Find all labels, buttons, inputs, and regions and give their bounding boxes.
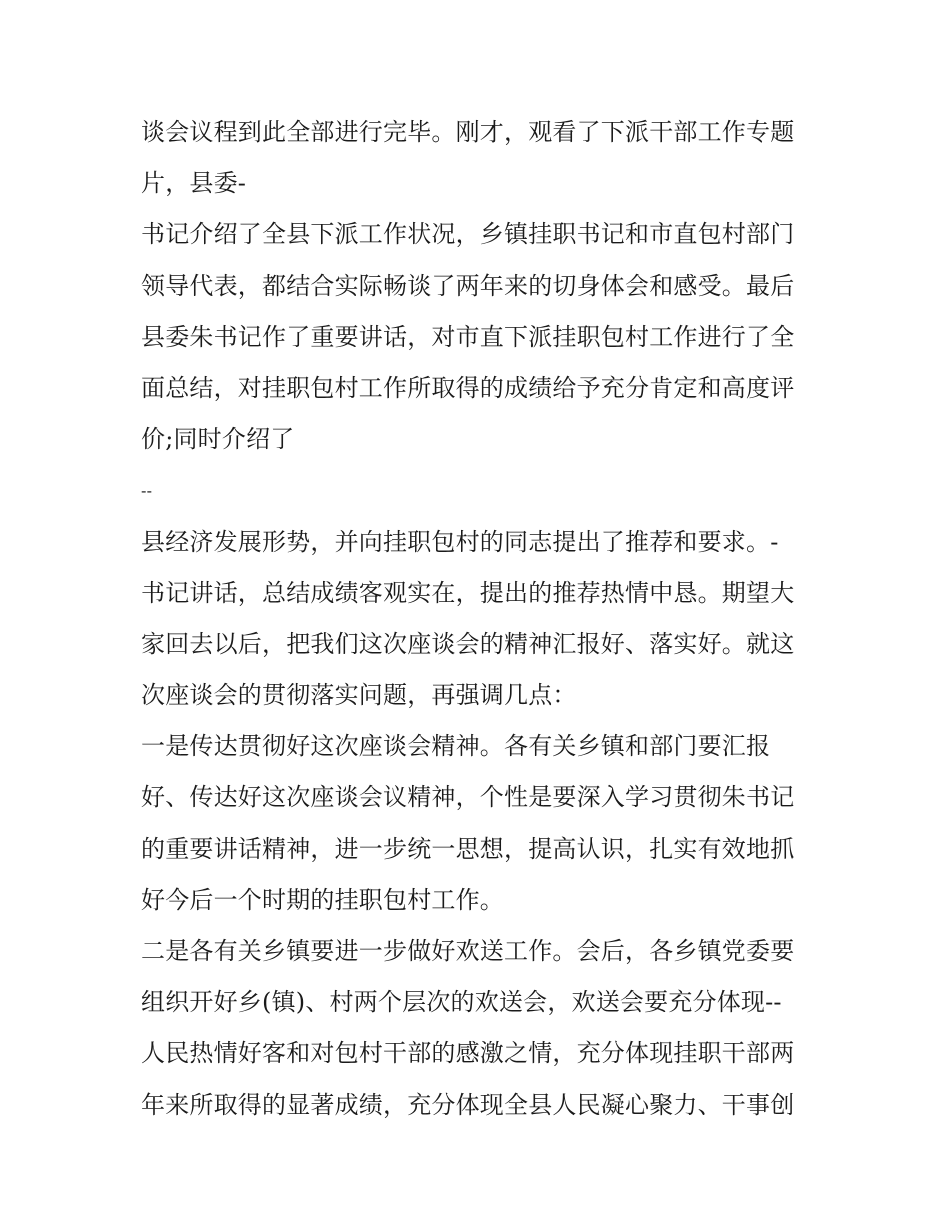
text-line: 家回去以后，把我们这次座谈会的精神汇报好、落实好。就这 xyxy=(141,629,795,658)
text-line: 县经济发展形势，并向挂职包村的同志提出了推荐和要求。- xyxy=(141,527,779,556)
text-line: 书记介绍了全县下派工作状况，乡镇挂职书记和市直包村部门 xyxy=(141,220,795,249)
separator-line: -- xyxy=(141,481,153,501)
text-line: 好、传达好这次座谈会议精神，个性是要深入学习贯彻朱书记 xyxy=(141,783,795,812)
text-line: 好今后一个时期的挂职包村工作。 xyxy=(141,885,504,914)
document-body xyxy=(141,107,821,1131)
text-line: 领导代表，都结合实际畅谈了两年来的切身体会和感受。最后 xyxy=(141,271,795,300)
text-line: 年来所取得的显著成绩，充分体现全县人民凝心聚力、干事创 xyxy=(141,1090,795,1119)
text-line: 书记讲话，总结成绩客观实在，提出的推荐热情中恳。期望大 xyxy=(141,578,795,607)
text-line: 一是传达贯彻好这次座谈会精神。各有关乡镇和部门要汇报 xyxy=(141,732,771,761)
text-line: 面总结，对挂职包村工作所取得的成绩给予充分肯定和高度评 xyxy=(141,373,795,402)
text-line: 人民热情好客和对包村干部的感激之情，充分体现挂职干部两 xyxy=(141,1039,795,1068)
text-line: 组织开好乡(镇)、村两个层次的欢送会，欢送会要充分体现-- xyxy=(141,988,782,1017)
text-line: 价;同时介绍了 xyxy=(141,425,295,454)
text-line: 二是各有关乡镇要进一步做好欢送工作。会后，各乡镇党委要 xyxy=(141,937,795,965)
text-line: 次座谈会的贯彻落实问题，再强调几点： xyxy=(141,681,577,710)
text-line: 片，县委- xyxy=(141,169,247,198)
text-line: 县委朱书记作了重要讲话，对市直下派挂职包村工作进行了全 xyxy=(141,322,795,351)
text-line: 谈会议程到此全部进行完毕。刚才，观看了下派干部工作专题 xyxy=(141,118,795,146)
text-line: 的重要讲话精神，进一步统一思想，提高认识，扎实有效地抓 xyxy=(141,834,795,863)
